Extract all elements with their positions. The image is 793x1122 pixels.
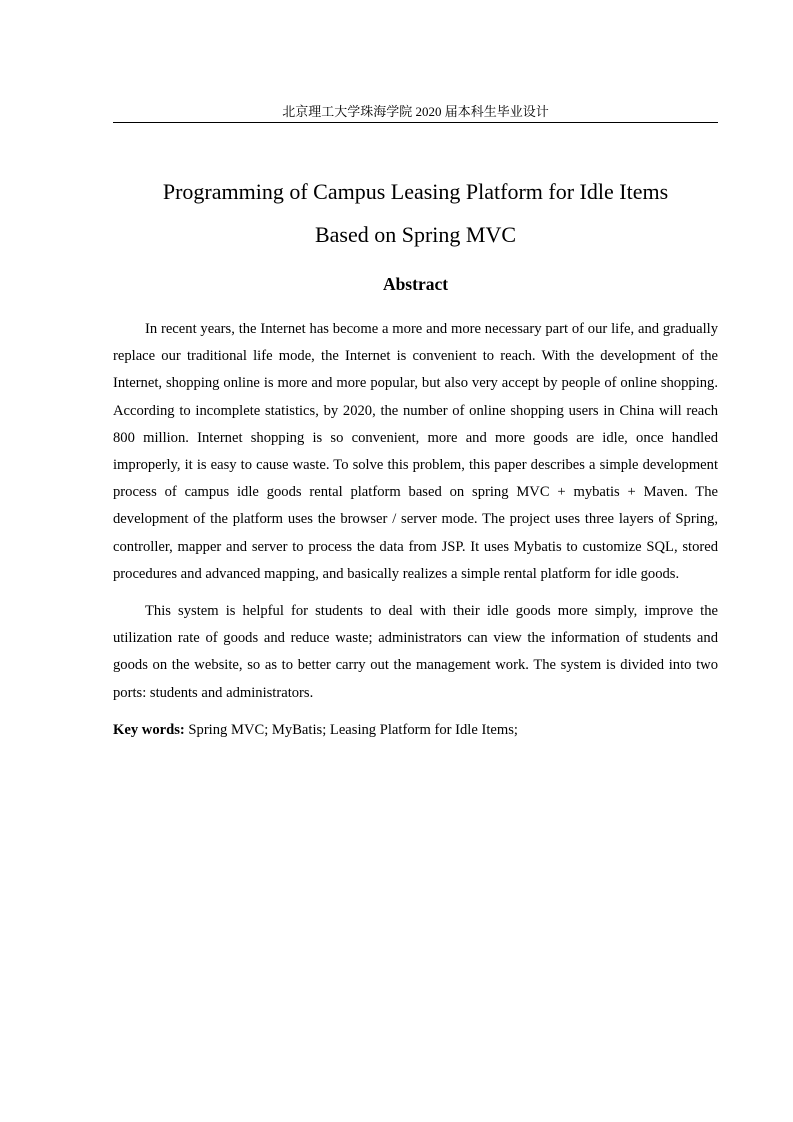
paper-title-line-2: Based on Spring MVC [314,222,517,247]
running-header: 北京理工大学珠海学院 2020 届本科生毕业设计 [282,104,549,119]
header-rule [113,122,718,123]
abstract-paragraph-1: In recent years, the Internet has become a more and more necessary part of our life, and gradually replace our traditional life mode, the Internet is convenient to reach. With the development of the Internet, shopping online is more and more popular, but also very accept by people of online shopping. According to incomplete statistics, by 2020, the number of online shopping users in China will reach 800 million. Internet shopping is so convenient, more and more goods are idle, once handled improperly, it is easy to cause waste. To solve this problem, this paper describes a simple development process of campus idle goods rental platform based on spring MVC + mybatis + Maven. The development of the platform uses the browser / server mode. The project uses three layers of Spring, controller, mapper and server to process the data from JSP. It uses Mybatis to customize SQL, stored procedures and advanced mapping, and basically realizes a simple rental platform for idle goods. [113,321,718,582]
abstract-heading: Abstract [382,274,449,294]
abstract-body [113,316,718,744]
keywords-label: Key words: [113,721,185,738]
paper-title [113,170,718,256]
keywords-line [113,717,718,744]
keywords-text: Spring MVC; MyBatis; Leasing Platform for Idle Items; [188,721,518,738]
abstract-paragraph-2: This system is helpful for students to deal with their idle goods more simply, improve the utilization rate of goods and reduce waste; administrators can view the information of students and goods on the website, so as to better carry out the management work. The system is divided into two ports: students and administrators. [113,603,718,701]
paper-title-line-1: Programming of Campus Leasing Platform for Idle Items [162,179,669,204]
